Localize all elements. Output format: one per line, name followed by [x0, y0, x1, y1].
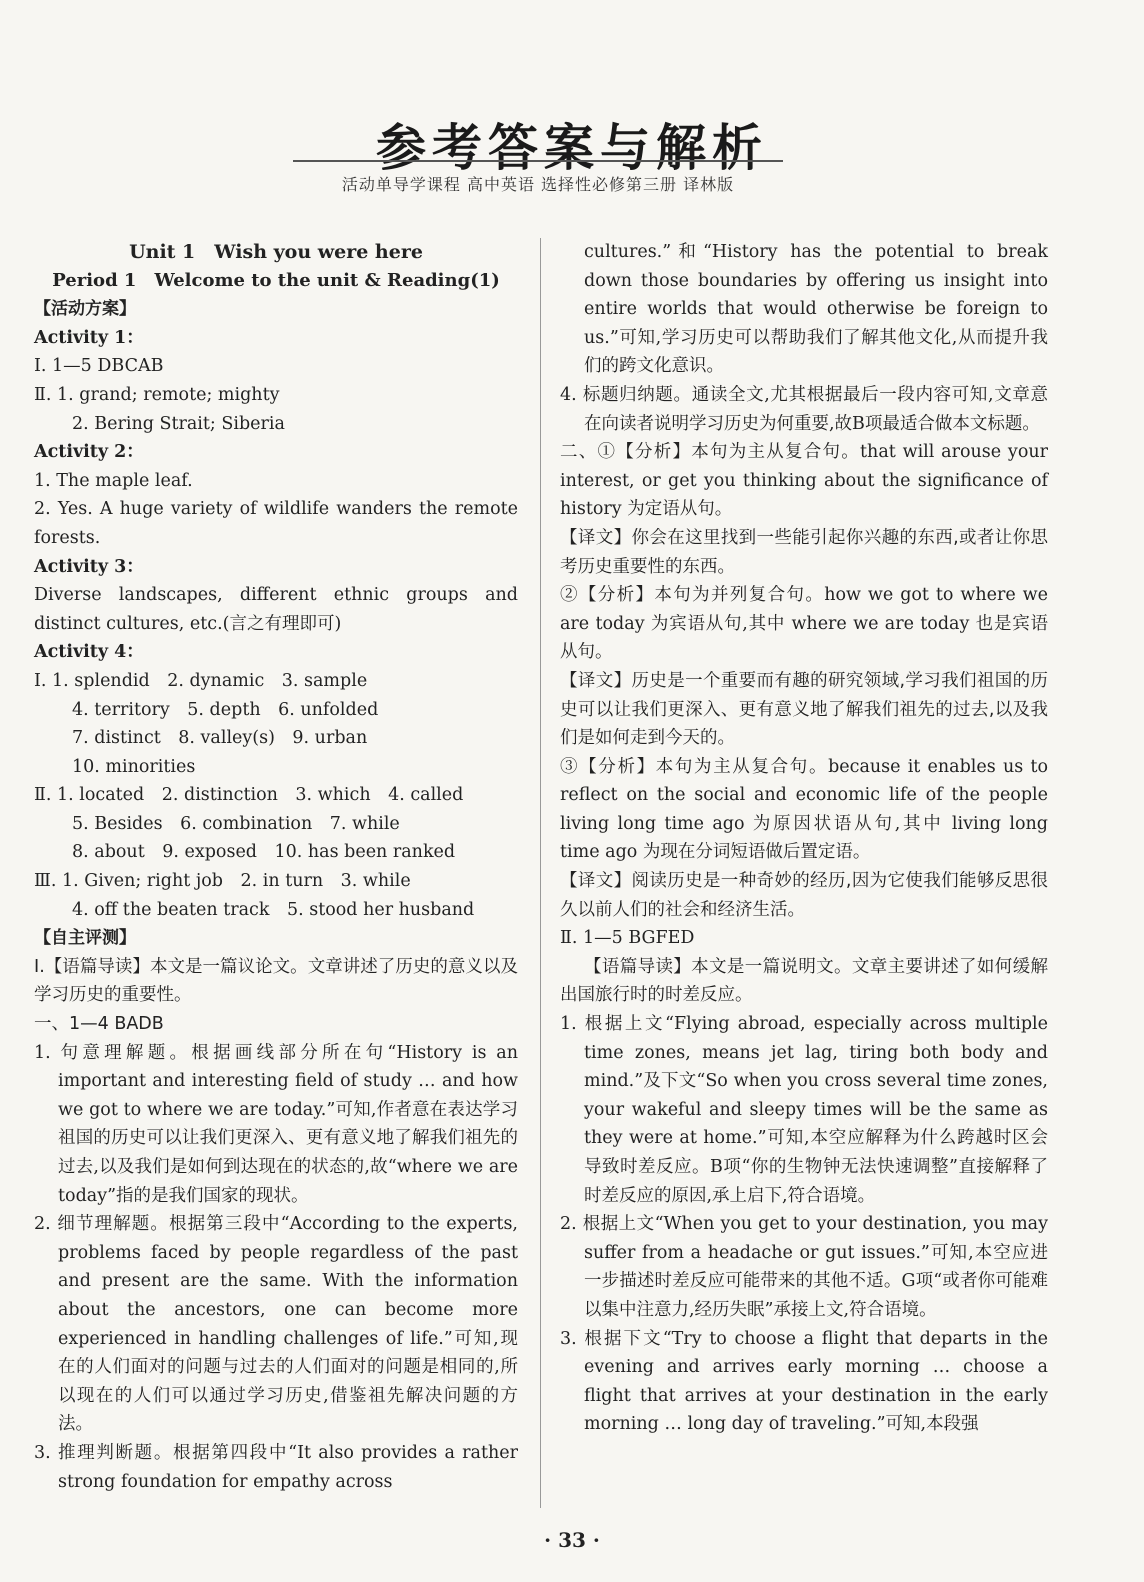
- paragraph: ③【分析】本句为主从复合句。because it enables us to reflect on the social and economic life of the people living long time ago 为原因状语从句,其中 living long time ago 为现在分词短语做后置定语。: [560, 756, 1048, 863]
- paragraph: 1. 根据上文“Flying abroad, especially across multiple time zones, means jet lag, tiring both body and mind.”及下文“So when you cross several time zones, your wakeful and sleepy times will be the same as they were at home.”可知,本空应解释为什么跨越时区会导致时差反应。B项“你的生物钟无法快速调整”直接解释了时差反应的原因,承上启下,符合语境。: [560, 1014, 1048, 1206]
- answer-line: 2. Bering Strait; Siberia: [72, 413, 285, 434]
- title-rule: [293, 160, 783, 162]
- paragraph: 1. 句意理解题。根据画线部分所在句“History is an important and interesting field of study … and how we got to where we are today.”可知,作者意在表达学习祖国的历史可以让我们更深入、更有意义地了解我们祖先的过去,以及我们是如何到达现在的状态的,故“where we are today”指的是我们国家的现状。: [34, 1042, 518, 1206]
- answer-line: Ⅱ. 1—5 BGFED: [560, 928, 695, 949]
- paragraph: 二、①【分析】本句为主从复合句。that will arouse your interest, or get you thinking about the significance of history 为定语从句。: [560, 442, 1048, 520]
- answer-line: Ⅲ. 1. Given; right job 2. in turn 3. while: [34, 871, 411, 892]
- book-subtitle: 活动单导学课程 高中英语 选择性必修第三册 译林版: [341, 175, 735, 194]
- activity-heading: Activity 1：: [34, 327, 144, 348]
- paragraph: 3. 根据下文“Try to choose a flight that departs in the evening and arrives early morning … choose a flight that arrives at your destination in the early morning … long day of traveling.”可知,本段强: [560, 1328, 1048, 1435]
- answer-line: 一、1—4 BADB: [34, 1014, 164, 1035]
- answer-line: 8. about 9. exposed 10. has been ranked: [72, 842, 456, 863]
- answer-line: Ⅰ. 1. splendid 2. dynamic 3. sample: [34, 670, 368, 691]
- answer-line: 4. off the beaten track 5. stood her husband: [72, 899, 475, 920]
- paragraph: Ⅰ.【语篇导读】本文是一篇议论文。文章讲述了历史的意义以及学习历史的重要性。: [34, 956, 518, 1006]
- paragraph: 【语篇导读】本文是一篇说明文。文章主要讲述了如何缓解出国旅行时的时差反应。: [560, 956, 1048, 1006]
- paragraph: 3. 推理判断题。根据第四段中“It also provides a rather strong foundation for empathy across: [34, 1442, 518, 1492]
- section-heading: 【活动方案】: [34, 299, 136, 320]
- right-column: [560, 238, 1048, 1439]
- answer-line: Ⅱ. 1. located 2. distinction 3. which 4. called: [34, 785, 464, 806]
- activity-heading: Activity 2：: [34, 442, 144, 463]
- activity-heading: Activity 3：: [34, 556, 144, 577]
- answer-line: 2. Yes. A huge variety of wildlife wanders the remote forests.: [34, 499, 518, 548]
- section-heading: 【自主评测】: [34, 928, 136, 949]
- answer-line: 1. The maple leaf.: [34, 470, 193, 491]
- left-column: [34, 238, 518, 1496]
- answer-line: 5. Besides 6. combination 7. while: [72, 813, 400, 834]
- answer-line: Ⅱ. 1. grand; remote; mighty: [34, 384, 280, 405]
- paragraph: ②【分析】本句为并列复合句。how we got to where we are today 为宾语从句,其中 where we are today 也是宾语从句。: [560, 585, 1048, 663]
- answer-line: 4. territory 5. depth 6. unfolded: [72, 699, 379, 720]
- answer-line: 7. distinct 8. valley(s) 9. urban: [72, 728, 368, 749]
- answer-line: Diverse landscapes, different ethnic groups and distinct cultures, etc.(言之有理即可): [34, 585, 518, 634]
- unit-title: Unit 1 Wish you were here: [129, 241, 423, 263]
- page-title: 参考答案与解析: [376, 118, 768, 177]
- period-title: Period 1 Welcome to the unit & Reading(1): [52, 269, 500, 291]
- paragraph: 【译文】你会在这里找到一些能引起你兴趣的东西,或者让你思考历史重要性的东西。: [560, 527, 1048, 577]
- paragraph: 4. 标题归纳题。通读全文,尤其根据最后一段内容可知,文章意在向读者说明学习历史为何重要,故B项最适合做本文标题。: [560, 384, 1048, 434]
- paragraph: cultures.”和“History has the potential to break down those boundaries by offering us insight into entire worlds that would otherwise be foreign to us.”可知,学习历史可以帮助我们了解其他文化,从而提升我们的跨文化意识。: [584, 242, 1048, 377]
- paragraph: 2. 根据上文“When you get to your destination, you may suffer from a headache or gut issues.”可知,本空应进一步描述时差反应可能带来的其他不适。G项“或者你可能难以集中注意力,经历失眠”承接上文,符合语境。: [560, 1214, 1048, 1320]
- paragraph: 【译文】历史是一个重要而有趣的研究领域,学习我们祖国的历史可以让我们更深入、更有意义地了解我们祖先的过去,以及我们是如何走到今天的。: [560, 670, 1048, 749]
- paragraph: 【译文】阅读历史是一种奇妙的经历,因为它使我们能够反思很久以前人们的社会和经济生活。: [560, 871, 1048, 920]
- activity-heading: Activity 4：: [34, 642, 144, 663]
- page-number: · 33 ·: [544, 1528, 600, 1552]
- paragraph: 2. 细节理解题。根据第三段中“According to the experts, problems faced by people regardless of the past and present are the same. With the information about the ancestors, one can become more experienced in handling challenges of life.”可知,现在的人们面对的问题与过去的人们面对的问题是相同的,所以现在的人们可以通过学习历史,借鉴祖先解决问题的方法。: [34, 1214, 518, 1435]
- answer-line: Ⅰ. 1—5 DBCAB: [34, 356, 164, 377]
- column-divider: [540, 238, 541, 1508]
- answer-line: 10. minorities: [72, 756, 196, 777]
